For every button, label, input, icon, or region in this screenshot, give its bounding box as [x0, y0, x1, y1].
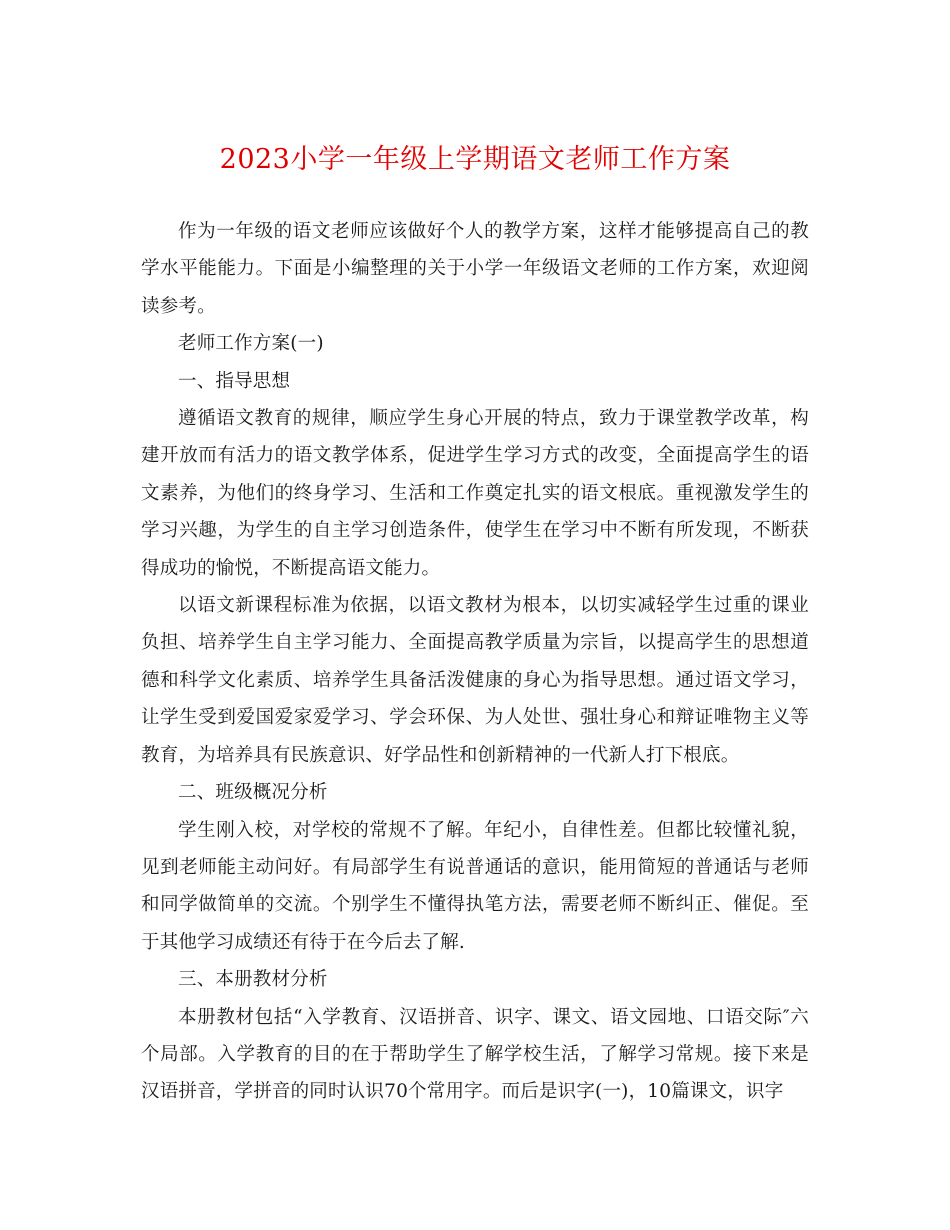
section-heading-textbook-analysis: 三、本册教材分析 [178, 969, 328, 991]
intro-paragraph: 作为一年级的语文老师应该做好个人的教学方案，这样才能够提高自己的教学水平能能力。下面是小编整理的关于小学一年级语文老师的工作方案，欢迎阅读参考。 [141, 221, 809, 317]
section-heading-class-overview: 二、班级概况分析 [178, 782, 328, 804]
body-paragraph: 本册教材包括“入学教育、汉语拼音、识字、课文、语文园地、口语交际″六个局部。入学教育的目的在于帮助学生了解学校生活，了解学习常规。接下来是汉语拼音，学拼音的同时认识70个常用字。而后是识字(一)，10篇课文，识字 [141, 1006, 809, 1103]
body-paragraph: 遵循语文教育的规律，顺应学生身心开展的特点，致力于课堂教学改革，构建开放而有活力的语文教学体系，促进学生学习方式的改变，全面提高学生的语文素养，为他们的终身学习、生活和工作奠定扎实的语文根底。重视激发学生的学习兴趣，为学生的自主学习创造条件，使学生在学习中不断有所发现，不断获得成功的愉悦，不断提高语文能力。 [141, 408, 809, 579]
body-paragraph: 以语文新课程标准为依据，以语文教材为根本，以切实减轻学生过重的课业负担、培养学生自主学习能力、全面提高教学质量为宗旨，以提高学生的思想道德和科学文化素质、培养学生具备活泼健康的身心为指导思想。通过语文学习，让学生受到爱国爱家爱学习、学会环保、为人处世、强壮身心和辩证唯物主义等教育，为培养具有民族意识、好学品性和创新精神的一代新人打下根底。 [141, 595, 809, 766]
document-title: 2023小学一年级上学期语文老师工作方案 [219, 144, 731, 175]
section-heading-plan-one: 老师工作方案(一) [178, 333, 324, 355]
document-body [141, 213, 809, 1111]
section-heading-guiding-thought: 一、指导思想 [178, 370, 291, 392]
body-paragraph: 学生刚入校，对学校的常规不了解。年纪小，自律性差。但都比较懂礼貌，见到老师能主动问好。有局部学生有说普通话的意识，能用简短的普通话与老师和同学做简单的交流。个别学生不懂得执笔方法，需要老师不断纠正、催促。至于其他学习成绩还有待于在今后去了解. [141, 819, 809, 953]
